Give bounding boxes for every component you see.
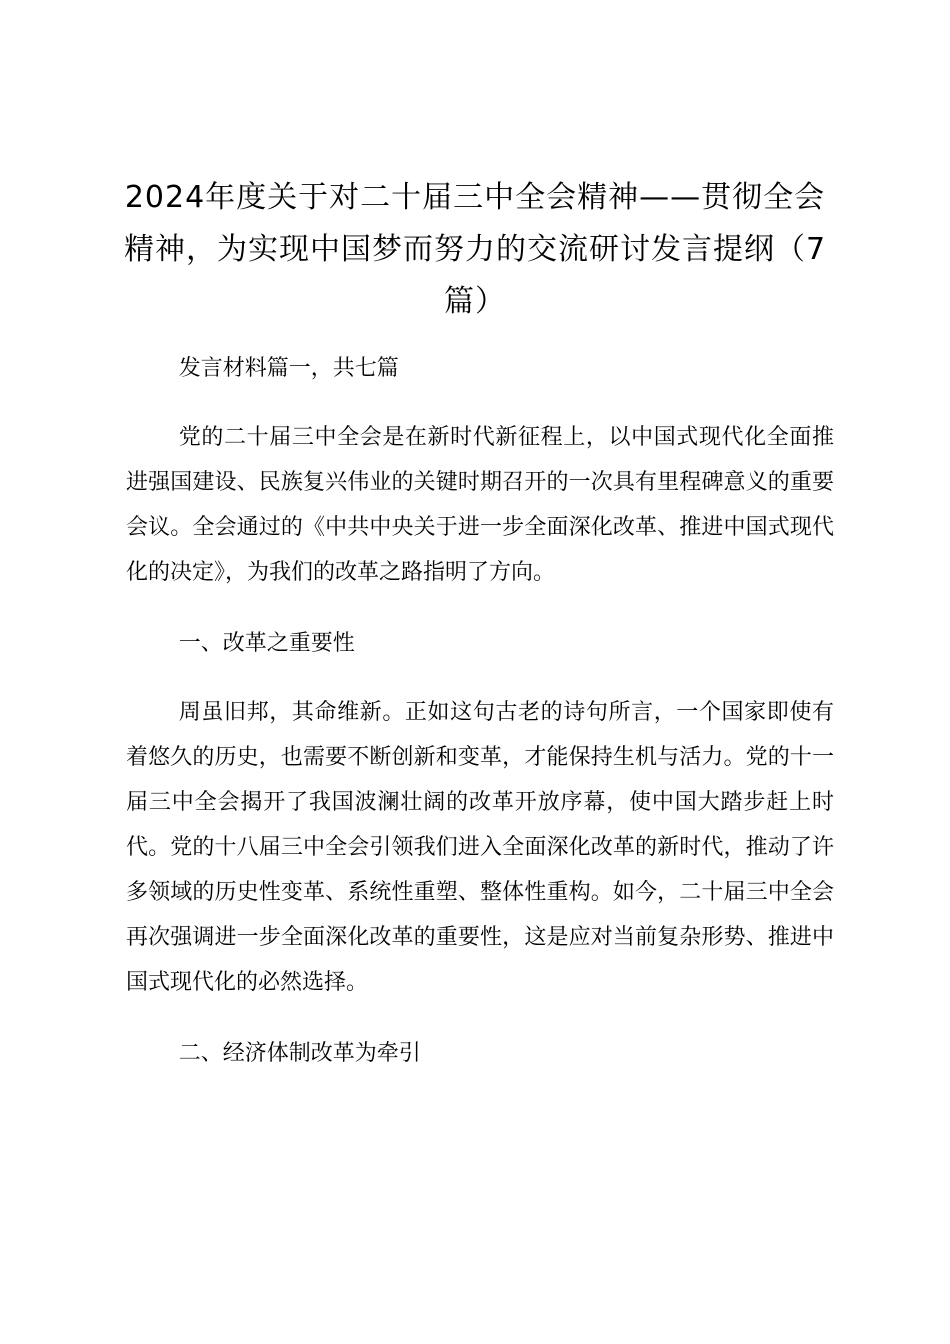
section-heading-economy: 二、经济体制改革为牵引: [178, 1041, 421, 1066]
section-heading-importance: 一、改革之重要性: [178, 631, 355, 656]
paragraph-opening: 党的二十届三中全会是在新时代新征程上，以中国式现代化全面推进强国建设、民族复兴伟业的关键时期召开的一次具有里程碑意义的重要会议。全会通过的《中共中央关于进一步全面深化改革、推进中国式现代化的决定》，为我们的改革之路指明了方向。: [126, 425, 834, 585]
document-body: [126, 346, 834, 1100]
paragraph-importance: 周虽旧邦，其命维新。正如这句古老的诗句所言，一个国家即使有着悠久的历史，也需要不断创新和变革，才能保持生机与活力。党的十一届三中全会揭开了我国波澜壮阔的改革开放序幕，使中国大踏步赶上时代。党的十八届三中全会引领我们进入全面深化改革的新时代，推动了许多领域的历史性变革、系统性重塑、整体性重构。如今，二十届三中全会再次强调进一步全面深化改革的重要性，这是应对当前复杂形势、推进中国式现代化的必然选择。: [126, 700, 834, 995]
paragraph-intro-label: 发言材料篇一，共七篇: [178, 356, 399, 381]
document-title: 2024年度关于对二十届三中全会精神——贯彻全会精神，为实现中国梦而努力的交流研讨发言提纲（7篇）: [123, 180, 827, 319]
